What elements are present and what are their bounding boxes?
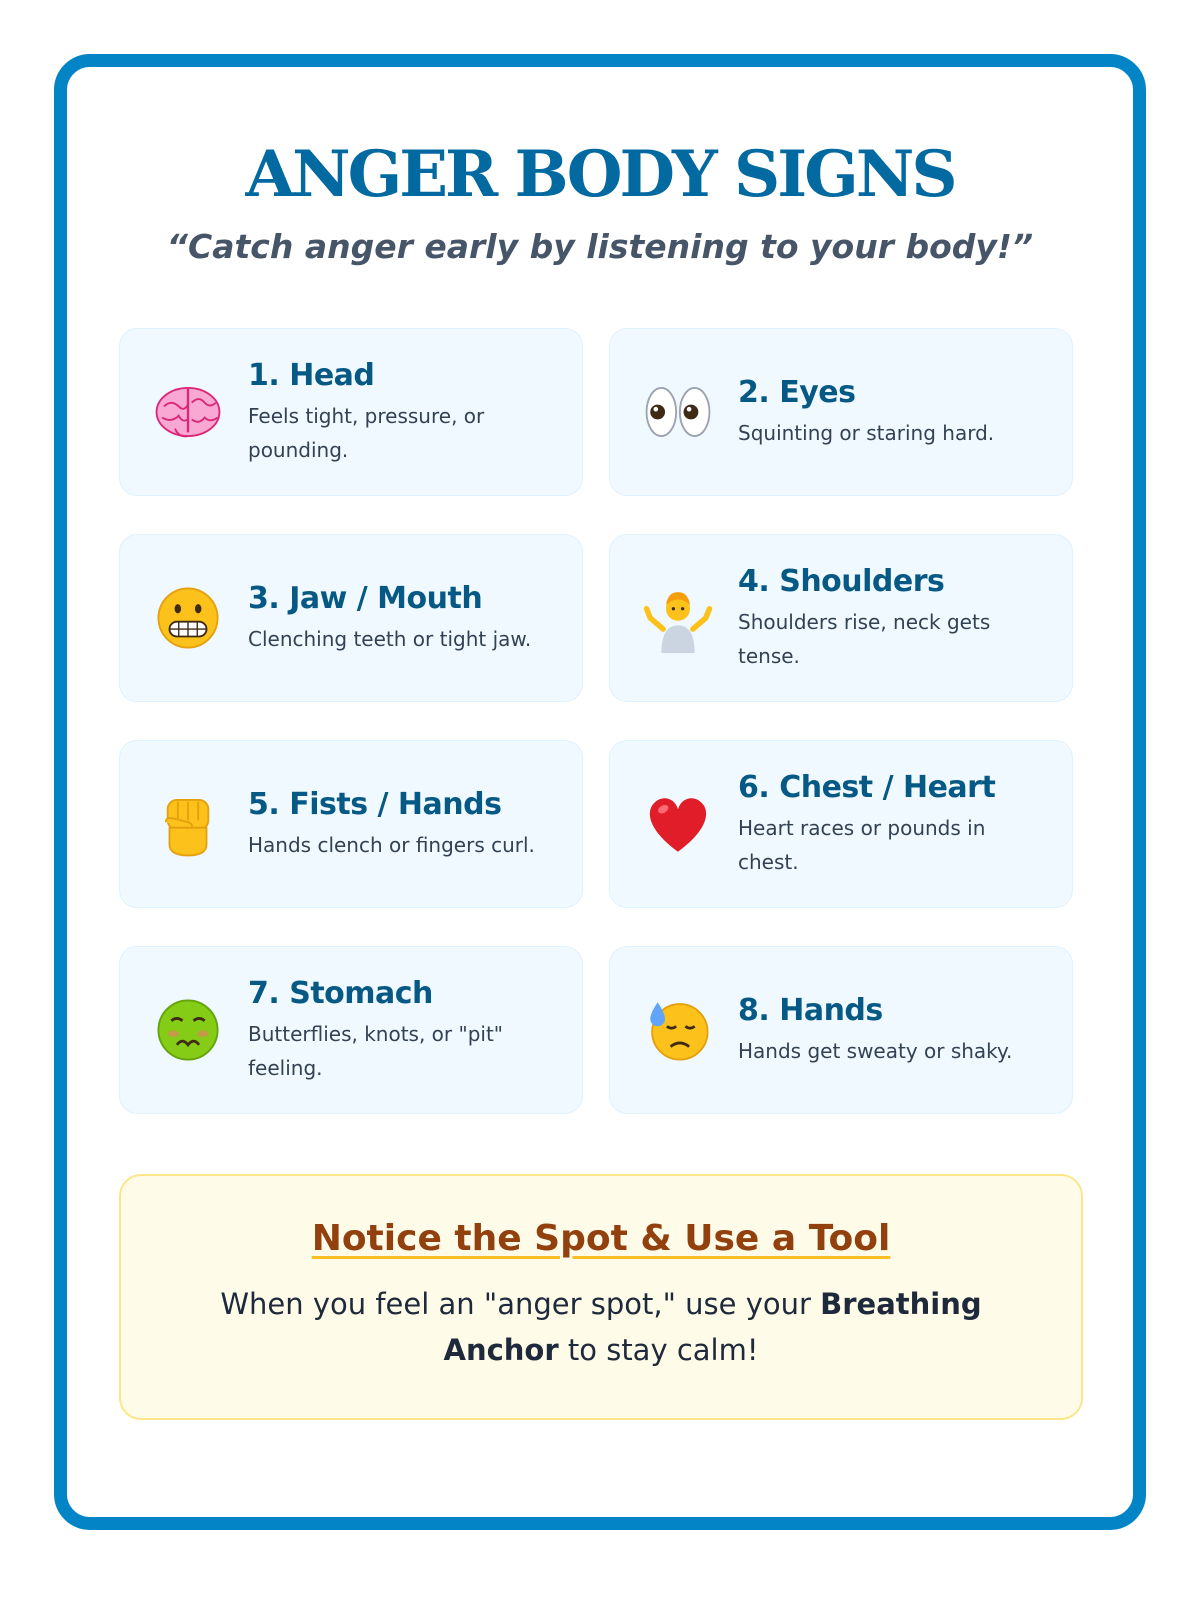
tip-body-highlight: Breathing Anchor	[443, 1287, 982, 1367]
card-title: 8. Hands	[738, 992, 883, 1028]
red-heart-icon	[610, 787, 738, 861]
card-head	[119, 328, 583, 496]
sweat-face-icon	[610, 993, 738, 1067]
tip-body-start: When you feel an "anger spot," use your	[220, 1287, 821, 1321]
card-description: Butterflies, knots, or "pit" feeling.	[248, 1021, 503, 1080]
card-title: 5. Fists / Hands	[248, 786, 502, 822]
shrugging-person-icon	[610, 581, 738, 655]
card-fists-hands	[119, 740, 583, 908]
card-description: Shoulders rise, neck gets tense.	[738, 609, 991, 668]
card-description: Heart races or pounds in chest.	[738, 815, 986, 874]
raised-fist-icon	[120, 787, 248, 861]
card-description: Hands get sweaty or shaky.	[738, 1038, 1013, 1063]
card-title: 6. Chest / Heart	[738, 769, 996, 805]
card-title: 7. Stomach	[248, 975, 433, 1011]
page-title: ANGER BODY SIGNS	[245, 137, 955, 212]
card-shoulders	[609, 534, 1073, 702]
card-description: Feels tight, pressure, or pounding.	[248, 403, 485, 462]
card-eyes	[609, 328, 1073, 496]
card-description: Clenching teeth or tight jaw.	[248, 626, 532, 651]
page-subtitle: “Catch anger early by listening to your body!”	[166, 227, 1034, 266]
card-description: Squinting or staring hard.	[738, 420, 995, 445]
card-title: 3. Jaw / Mouth	[248, 580, 483, 616]
card-title: 2. Eyes	[738, 374, 856, 410]
tip-body	[201, 1281, 1001, 1373]
tip-title: Notice the Spot & Use a Tool	[311, 1218, 891, 1259]
card-jaw-mouth	[119, 534, 583, 702]
nauseated-face-icon	[120, 993, 248, 1067]
eyes-icon	[610, 375, 738, 449]
card-title: 4. Shoulders	[738, 563, 945, 599]
card-hands	[609, 946, 1073, 1114]
card-stomach	[119, 946, 583, 1114]
card-chest-heart	[609, 740, 1073, 908]
tip-box	[119, 1174, 1083, 1420]
card-description: Hands clench or fingers curl.	[248, 832, 535, 857]
grimacing-face-icon	[120, 581, 248, 655]
tip-body-end: to stay calm!	[558, 1333, 759, 1367]
brain-icon	[120, 375, 248, 449]
poster-frame	[54, 54, 1146, 1530]
card-title: 1. Head	[248, 357, 375, 393]
